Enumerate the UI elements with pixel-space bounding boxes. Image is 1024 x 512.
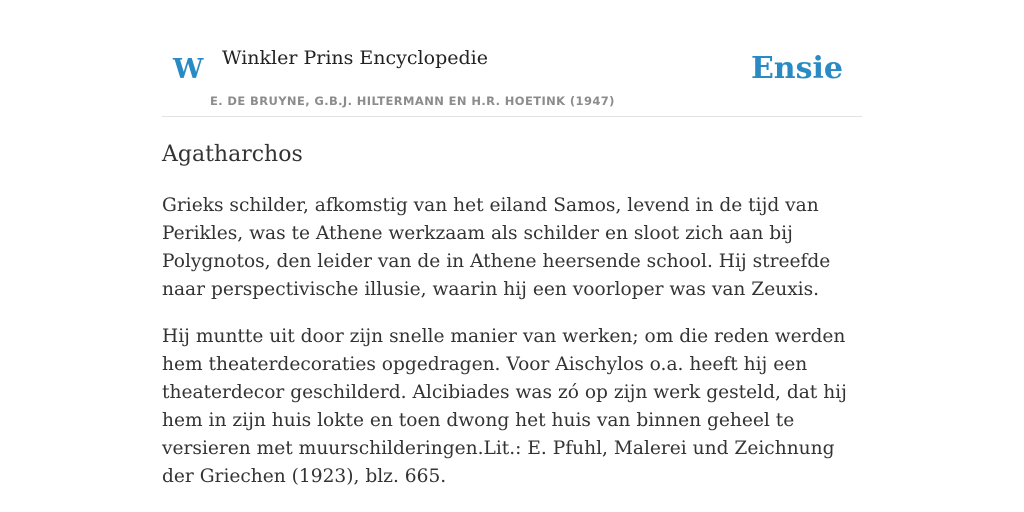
site-header — [162, 0, 862, 117]
article-title: Agatharchos — [162, 142, 303, 167]
ensie-brand-logo[interactable]: Ensie — [750, 51, 843, 86]
article — [162, 140, 862, 510]
publication-title[interactable]: Winkler Prins Encyclopedie — [222, 47, 488, 69]
publication-authors: E. DE BRUYNE, G.B.J. HILTERMANN EN H.R. HOETINK (1947) — [210, 94, 615, 108]
winkler-prins-logo[interactable]: W — [173, 54, 204, 85]
article-paragraph: Hij muntte uit door zijn snelle manier van werken; om die reden werden hem theaterdecoraties opgedragen. Voor Aischylos o.a. heeft hij een theaterdecor geschilderd. Alcibiades was zó op zijn werk gesteld, dat hij hem in zijn huis lokte en toen dwong het huis van binnen geheel te versieren met muurschilderingen.Lit.: E. Pfuhl, Malerei und Zeichnung der Griechen (1923), blz. 665. — [162, 326, 847, 487]
article-paragraph: Grieks schilder, afkomstig van het eiland Samos, levend in de tijd van Perikles, was te Athene werkzaam als schilder en sloot zich aan bij Polygnotos, den leider van de in Athene heersende school. Hij streefde naar perspectivische illusie, waarin hij een voorloper was van Zeuxis. — [162, 195, 831, 300]
